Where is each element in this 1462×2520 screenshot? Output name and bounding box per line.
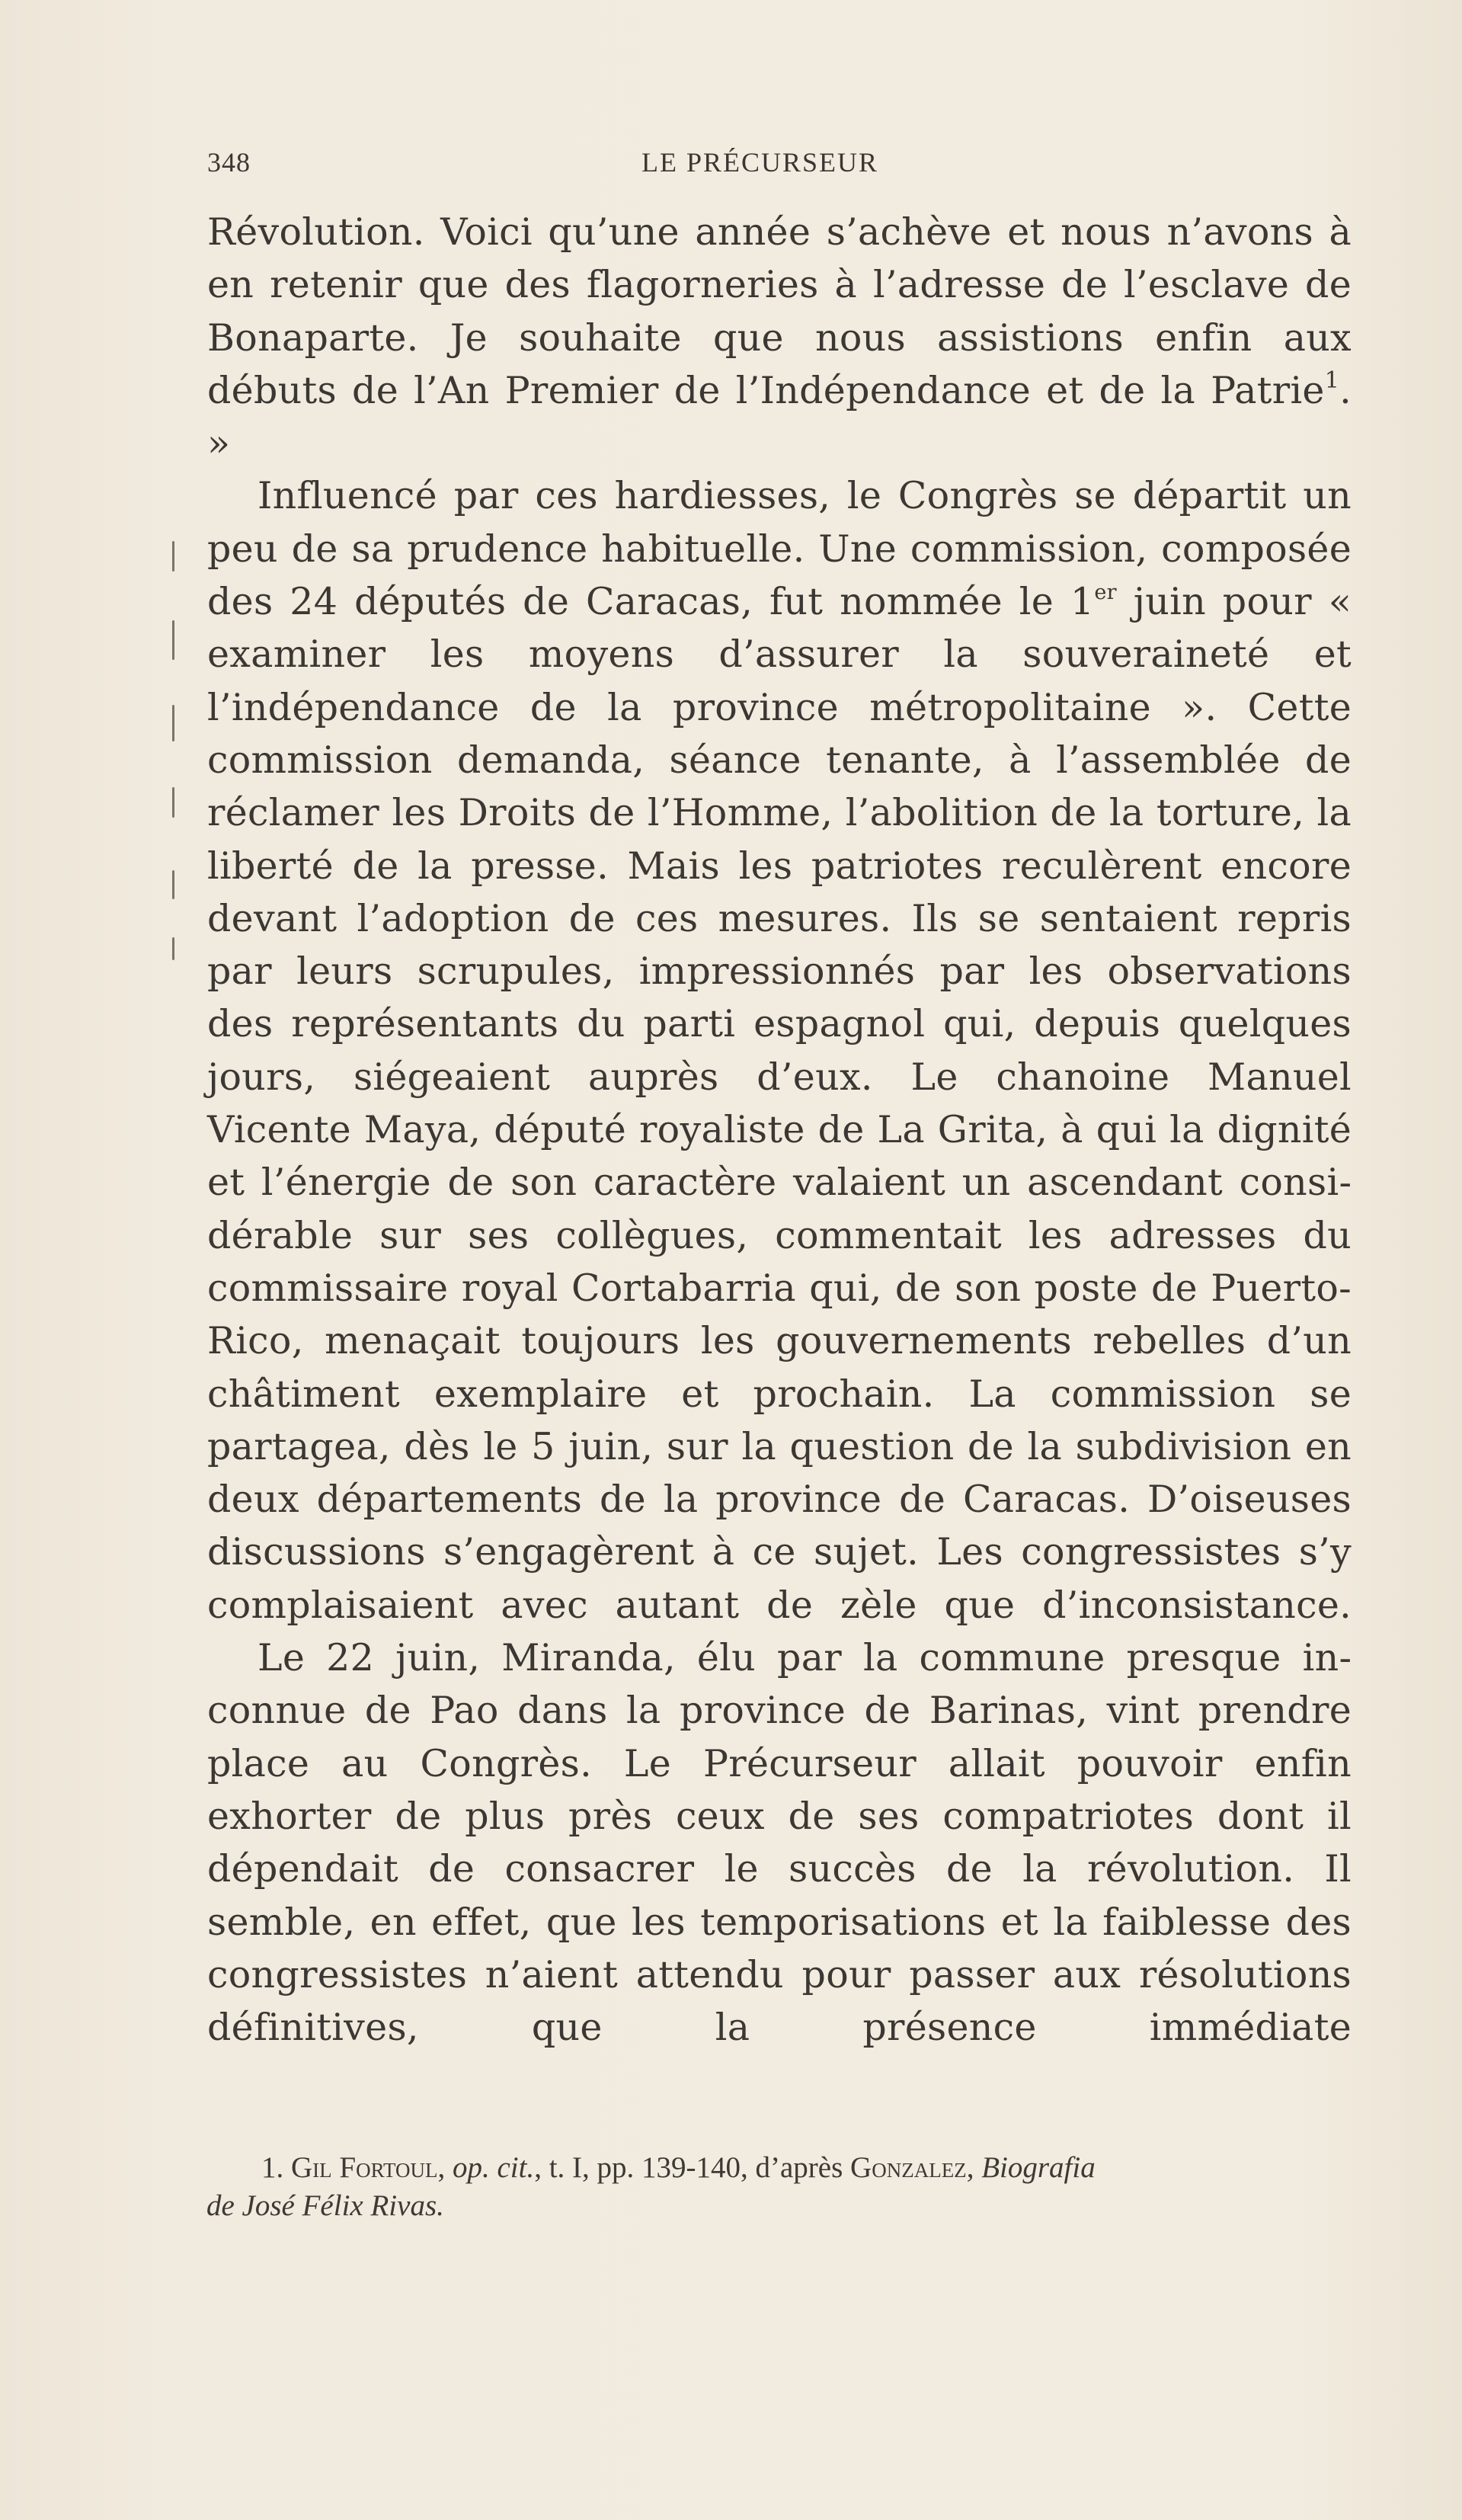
- paragraph-1-text: Révolution. Voici qu’une année s’achève et nous n’avons à en retenir que des flagorneries à l’adresse de l’esclave de Bonaparte. Je souhaite que nous assistions enfin aux débuts de l’An Premier de l’Indépendance et de la Patrie: [207, 210, 1352, 412]
- margin-mark: [172, 937, 174, 960]
- footnote-line-2: [206, 2187, 444, 2225]
- margin-mark: [172, 870, 174, 899]
- margin-mark: [172, 541, 174, 572]
- main-text: [207, 206, 1352, 2054]
- paragraph-1-end: . »: [207, 368, 1352, 466]
- paragraph-2: [207, 469, 1352, 1631]
- footnote-number: 1.: [261, 2151, 284, 2184]
- paragraph-2-rest: juin pour « examiner les moyens d’assurer la souveraineté et l’indépendance de la province métropolitaine ». Cette commission demanda, séance tenante, à l’assemblée de réclamer les Droits de l’Homme, l’abolition de la torture, la liberté de la presse. Mais les patriotes reculèrent encore devant l’adoption de ces mesures. Ils se sentaient repris par leurs scrupules, impressionnés par les observations des représentants du parti espagnol qui, depuis quelques jours, siégeaient auprès d’eux. Le chanoine Manuel Vicente Maya, député royaliste de La Grita, à qui la dignité et l’énergie de son caractère valaient un ascendant considérable sur ses collègues, commentait les adresses du commissaire royal Cortabarria qui, de son poste de Puerto-Rico, menaçait toujours les gouvernements rebelles d’un châtiment exemplaire et prochain. La commission se partagea, dès le 5 juin, sur la question de la subdivision en deux départements de la province de Caracas. D’oiseuses discussions s’engagèrent à ce sujet. Les congressistes s’y complaisaient avec autant de zèle que d’inconsistance.: [207, 580, 1352, 1627]
- margin-mark: [172, 705, 174, 741]
- footnote-line-1: [261, 2149, 1351, 2187]
- footnote-text-2: , t. I, pp. 139-140, d’après: [534, 2151, 843, 2184]
- footnote: [206, 2149, 1351, 2222]
- footnote-op-cit: op. cit.: [452, 2151, 535, 2184]
- footnote-text-3: ,: [966, 2151, 974, 2184]
- paragraph-3-text: Le 22 juin, Miranda, élu par la commune presque inconnue de Pao dans la province de Barinas, vint prendre place au Congrès. Le Précurseur allait pouvoir enfin exhorter de plus près ceux de ses compatriotes dont il dépendait de consacrer le succès de la révolution. Il semble, en effet, que les temporisations et la faiblesse des congressistes n’aient attendu pour passer aux résolutions définitives, que la présence immédiate: [207, 1636, 1352, 2050]
- paragraph-1: [207, 206, 1352, 469]
- margin-marks: [172, 541, 177, 968]
- footnote-title-part-1: Biografia: [981, 2151, 1096, 2184]
- margin-mark: [172, 620, 174, 660]
- footnote-text-4: .: [437, 2189, 444, 2222]
- footnote-author-1: Gil Fortoul: [291, 2151, 438, 2184]
- footnote-text-1: ,: [437, 2151, 446, 2184]
- margin-mark: [172, 787, 174, 818]
- paragraph-2-start: Influencé par ces hardiesses, le Congrès se départit un peu de sa prudence habituelle. Une commission, composée des 24 députés de Caracas, fut nommée le 1: [207, 474, 1352, 624]
- paragraph-3: [207, 1631, 1352, 2054]
- ordinal-superscript: er: [1094, 581, 1117, 605]
- page-number: 348: [207, 147, 251, 178]
- running-header: [207, 146, 1350, 184]
- footnote-title-part-2: de José Félix Rivas: [206, 2189, 437, 2222]
- running-title: LE PRÉCURSEUR: [641, 147, 879, 178]
- footnote-reference[interactable]: 1: [1324, 367, 1340, 394]
- footnote-author-2: Gonzalez: [850, 2151, 967, 2184]
